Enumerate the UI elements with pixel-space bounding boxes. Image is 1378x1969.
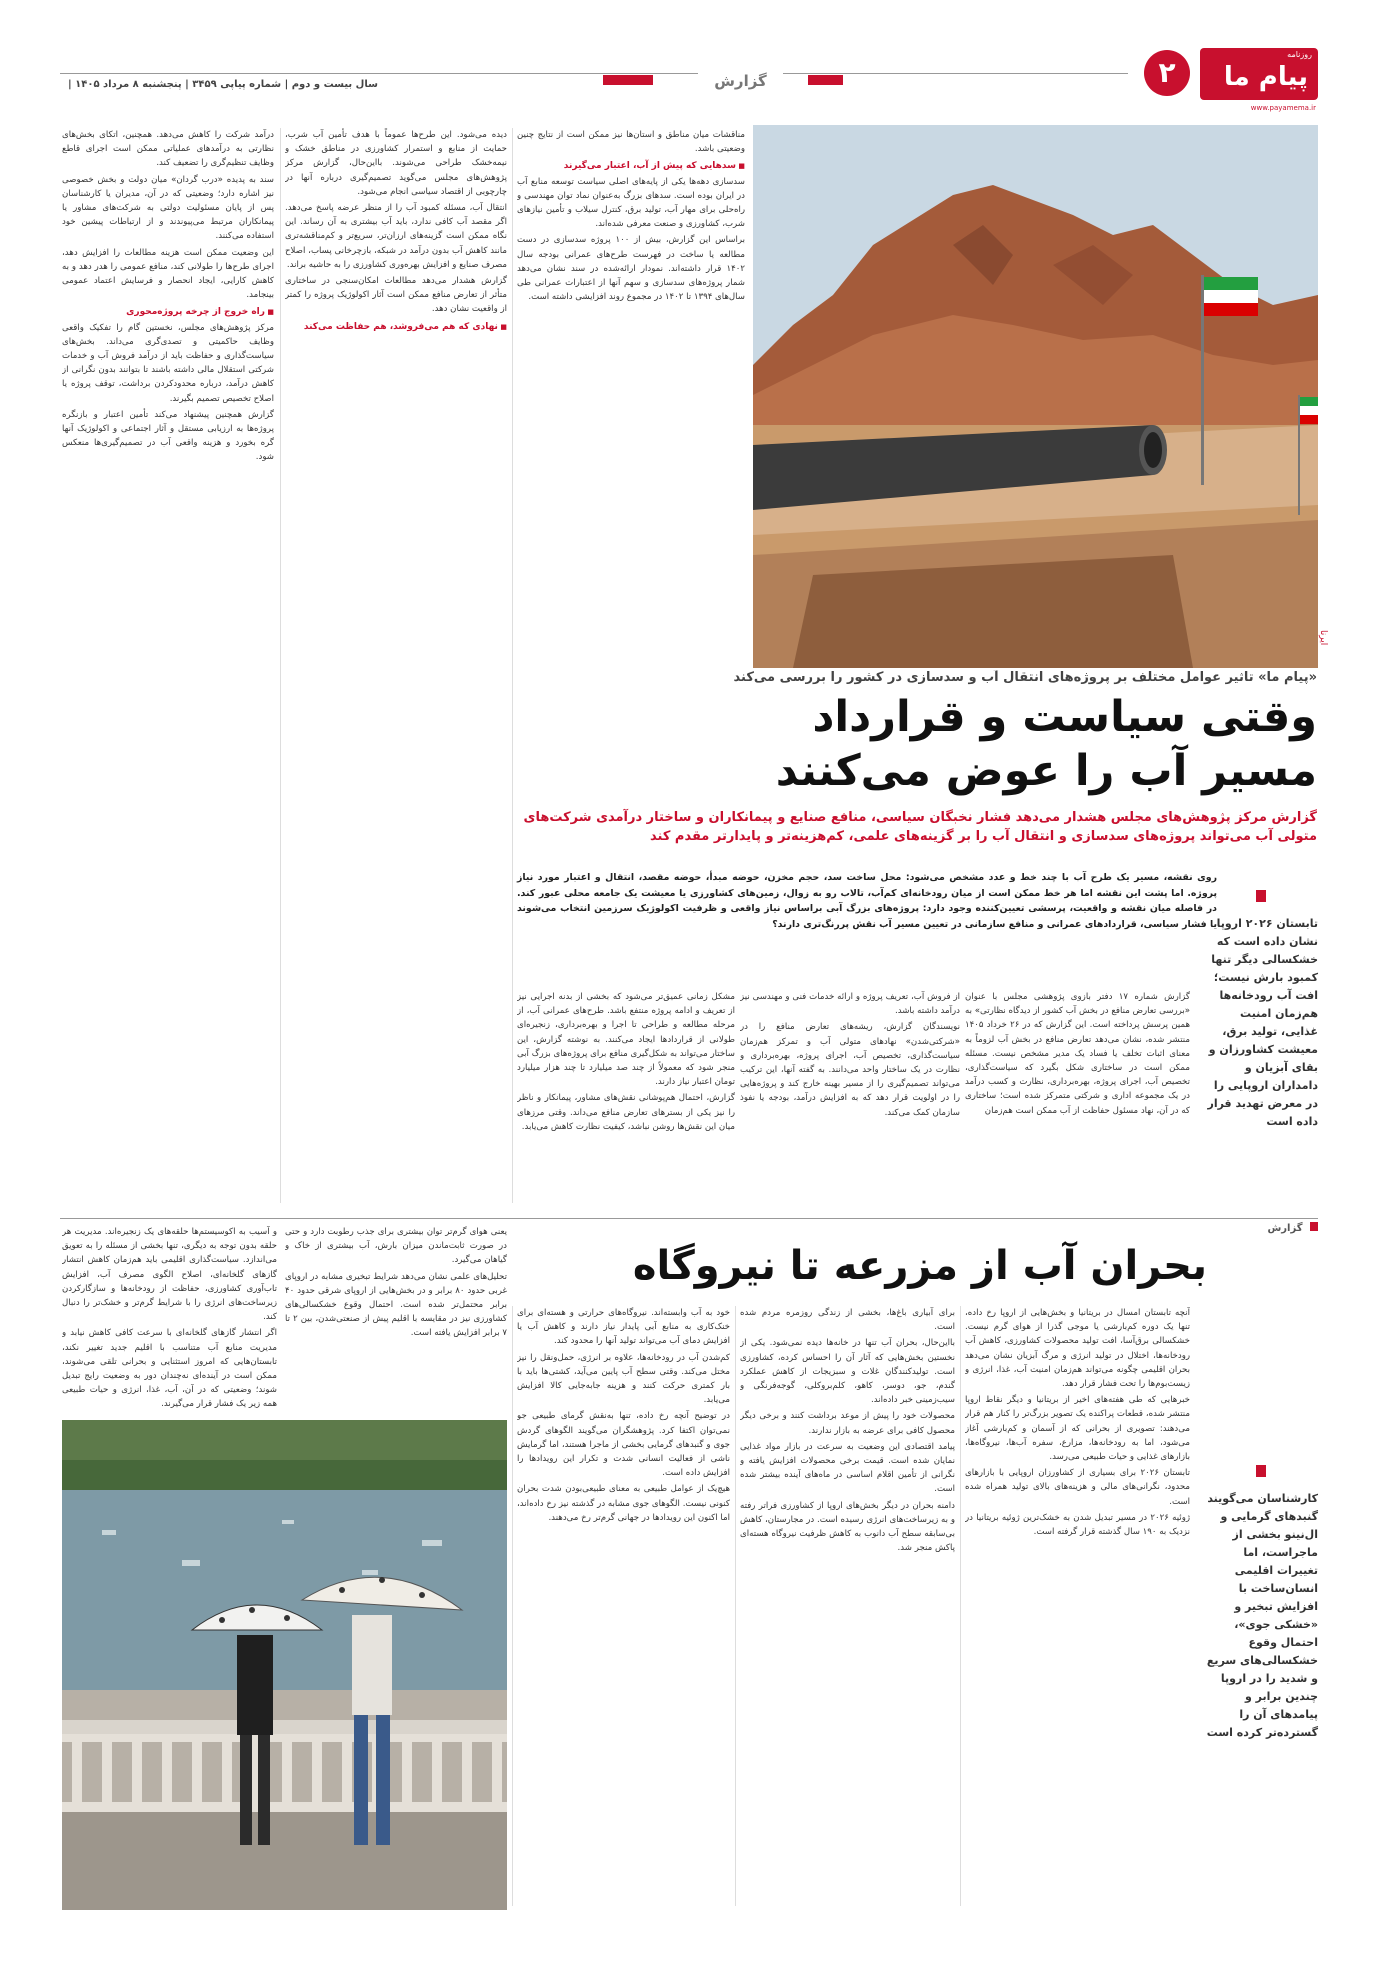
paragraph: تابستان ۲۰۲۶ برای بسیاری از کشاورزان اروپایی با بازارهای محدود، نگرانی‌های مالی و هزینه‌های بالای تولید همراه شده است. xyxy=(965,1468,1190,1507)
paragraph: سند به پدیده «درب گردان» میان دولت و بخش خصوصی نیز اشاره دارد؛ وضعیتی که در آن، مدیران یا کارشناسان پس از پایان مسئولیت دولتی به شرکت‌های مشاور یا پیمانکاران مرتبط می‌پیوندند و از ارتباطات پیشین خود استفاده می‌کنند. xyxy=(62,174,274,242)
paragraph: گزارش شماره ۱۷ دفتر بازوی پژوهشی مجلس با عنوان «بررسی تعارض منافع در بخش آب کشور از دیدگاه نظارتی» به همین پرسش پرداخته است. این گزارش که در ۲۶ خرداد ۱۴۰۵ منتشر شده، نشان می‌دهد تعارض منافع در بخش آب لزوماً به معنای اثبات تخلف یا فساد یک مدیر مشخص نیست. مسئله ممکن است در ساختاری شکل بگیرد که سیاست‌گذاری، تخصیص آب، اجرای پروژه، بهره‌برداری، نظارت و کسب درآمد در یک مجموعه اداری و شرکتی متمرکز شده است؛ ساختاری که در آن، نهاد مسئول حفاظت از آب ممکن است هم‌زمان xyxy=(965,992,1190,1116)
article2-column-4 xyxy=(285,1225,507,1415)
column-divider xyxy=(960,1306,961,1906)
column-divider xyxy=(512,128,513,1203)
paragraph: گزارش، احتمال هم‌پوشانی نقش‌های مشاور، پیمانکار و ناظر را نیز یکی از بسترهای تعارض منافع می‌داند. وقتی مرزهای میان این نقش‌ها روشن نباشد، کیفیت نظارت کاهش می‌یابد. xyxy=(517,1093,735,1132)
paragraph: برای آبیاری باغ‌ها، بخشی از زندگی روزمره مردم شده است. xyxy=(740,1308,955,1333)
masthead-rule xyxy=(60,73,1128,74)
article1-column-e xyxy=(517,128,745,668)
article2-column-1 xyxy=(965,1306,1190,1906)
article1-subheading: گزارش مرکز پژوهش‌های مجلس هشدار می‌دهد فشار نخبگان سیاسی، منافع صنایع و پیمانکاران و ساختار درآمدی شرکت‌های متولی آب می‌تواند پروژه‌های سدسازی و انتقال آب را بر گزینه‌های علمی، کم‌هزینه‌تر و پایدارتر مقدم کند xyxy=(523,810,1317,844)
paragraph: از فروش آب، تعریف پروژه و ارائه خدمات فنی و مهندسی نیز درآمد داشته باشد. xyxy=(740,992,960,1017)
paragraph: مشکل زمانی عمیق‌تر می‌شود که بخشی از بدنه اجرایی نیز از تعریف و ادامه پروژه منتفع باشد. طرح‌های عمرانی آب، از مرحله مطالعه و طراحی تا اجرا و بهره‌برداری، زنجیره‌ای طولانی از قراردادها ایجاد می‌کنند. به نوشته گزارش، این ساختار می‌تواند به شکل‌گیری منافع برای پروژه‌های بزرگ آبی منجر شود که معمولاً از چند صد میلیارد تا چند هزار میلیارد تومان اعتبار نیاز دارند. xyxy=(517,992,735,1088)
paragraph: سدسازی دهه‌ها یکی از پایه‌های اصلی سیاست توسعه منابع آب در ایران بوده است. سدهای بزرگ به‌عنوان نماد توان مهندسی و راه‌حلی برای مهار آب، تولید برق، کنترل سیلاب و تأمین نیازهای شرب، کشاورزی و صنعت معرفی شده‌اند. xyxy=(517,176,745,230)
logo-newspaper-word: روزنامه xyxy=(1287,50,1312,59)
page-number-badge xyxy=(1144,50,1190,96)
article2-photo xyxy=(62,1420,507,1910)
article1-column-a xyxy=(965,990,1190,1200)
paragraph: گزارش همچنین پیشنهاد می‌کند تأمین اعتبار و بازنگره پروژه‌ها به ارزیابی مستقل و آثار اجتماعی و اکولوژیک آنها گره بخورد و هزینه واقعی آب در تصمیم‌گیری‌ها منعکس شود. xyxy=(62,409,274,463)
paragraph: آنچه تابستان امسال در بریتانیا و بخش‌هایی از اروپا رخ داده، تنها یک دوره کم‌بارشی یا موجی گذرا از هوای گرم نیست. خشکسالی برق‌آسا، افت تولید محصولات کشاورزی، کاهش آب رودخانه‌ها، اختلال در تولید انرژی و مرگ آبزیان نشان می‌دهد بحران اقلیمی چگونه می‌تواند هم‌زمان امنیت آب، غذا، انرژی و زیست‌بوم‌ها را تحت فشار قرار دهد. xyxy=(965,1308,1190,1390)
article1-kicker: «پیام ما» تاثیر عوامل مختلف بر پروژه‌های انتقال آب و سدسازی در کشور را بررسی می‌کند xyxy=(733,670,1317,685)
paragraph: مناقشات میان مناطق و استان‌ها نیز ممکن است از نتایج چنین وضعیتی باشد. xyxy=(517,130,745,155)
paragraph: بااین‌حال، بحران آب تنها در خانه‌ها دیده نمی‌شود. یکی از نخستین بخش‌هایی که آثار آن را احساس کرده، کشاورزی است. تولیدکنندگان غلات و سبزیجات از کاهش عملکرد گندم، جو، دوسر، کاهو، کلم‌بروکلی، گوجه‌فرنگی و سیب‌زمینی خبر داده‌اند. xyxy=(740,1338,955,1406)
section-label: گزارش xyxy=(698,72,783,90)
site-url[interactable]: www.payamema.ir xyxy=(1250,104,1316,112)
article1-photo xyxy=(753,125,1318,668)
article2-headline: بحران آب از مزرعه تا نیروگاه xyxy=(632,1243,1207,1289)
article1-column-c-text xyxy=(517,990,735,1200)
headline-line1: وقتی سیاست و قرارداد xyxy=(812,692,1317,742)
article1-column-b xyxy=(740,990,960,1200)
column-divider xyxy=(735,1306,736,1906)
paragraph: این وضعیت ممکن است هزینه مطالعات را افزایش دهد، اجرای طرح‌ها را طولانی کند، منافع عمومی را هدر دهد و به کاهش کارایی، ایجاد انحصار و فرسایش اعتماد عمومی بینجامد. xyxy=(62,247,274,301)
paragraph: خود به آب وابسته‌اند. نیروگاه‌های حرارتی و هسته‌ای برای خنک‌کاری به منابع آبی پایدار نیاز دارند و کاهش آب یا افزایش دمای آب می‌تواند تولید آنها را محدود کند. xyxy=(517,1308,730,1347)
column-divider xyxy=(512,1306,513,1906)
paragraph: دامنه بحران در دیگر بخش‌های اروپا از کشاورزی فراتر رفته و به زیرساخت‌های انرژی رسیده است. در مجارستان، کاهش بی‌سابقه سطح آب دانوب به کاهش ظرفیت نیروگاه هسته‌ای پاکش منجر شد. xyxy=(740,1500,955,1554)
headline-line2: مسیر آب را عوض می‌کنند xyxy=(775,746,1317,796)
article1-subhead-exit: ■ راه خروج از چرخه پروژه‌محوری xyxy=(62,305,274,319)
paragraph: ژوئیه ۲۰۲۶ در مسیر تبدیل شدن به خشک‌ترین ژوئیه بریتانیا در نزدیک به ۱۹۰ سال گذشته قرار گرفته است. xyxy=(965,1512,1190,1538)
article1-column-f xyxy=(285,128,507,1203)
umbrellas-by-river-photo xyxy=(62,1420,507,1910)
article2-column-5 xyxy=(62,1225,277,1415)
paragraph: هیچ‌یک از عوامل طبیعی به معنای طبیعی‌بودن شدت بحران کنونی نیست. الگوهای جوی مشابه در گذشته نیز رخ داده‌اند، اما اکنون این رویدادها در جهانی گرم‌تر رخ می‌دهند. xyxy=(517,1484,730,1523)
paragraph: کم‌شدن آب در رودخانه‌ها، علاوه بر انرژی، حمل‌ونقل را نیز مختل می‌کند. وقتی سطح آب پایین می‌آید، کشتی‌ها باید با بار کمتری حرکت کنند و هزینه جابه‌جایی کالا افزایش می‌یابد. xyxy=(517,1352,730,1406)
article1-headline xyxy=(517,690,1317,798)
column-divider xyxy=(280,128,281,1203)
paragraph: نویسندگان گزارش، ریشه‌های تعارض منافع را در «شرکتی‌شدن» نهادهای متولی آب و تمرکز هم‌زمان سیاست‌گذاری، تخصیص آب، اجرای پروژه، بهره‌برداری و نظارت در یک ساختار واحد می‌دانند. به گفته آنها، این ترکیب می‌تواند تصمیم‌گیری را از مسیر بهینه خارج کند و پروژه‌هایی را در اولویت قرار دهد که به افزایش درآمد، بودجه یا نفوذ سازمان کمک می‌کند. xyxy=(740,1022,960,1118)
paragraph: گزارش هشدار می‌دهد مطالعات امکان‌سنجی در ساختاری متأثر از تعارض منافع ممکن است آثار اکولوژیک پروژه را کمتر از واقعیت نشان دهد. xyxy=(285,276,507,315)
article1-subhead-dams: ■ سدهایی که پیش از آب، اعتبار می‌گیرند xyxy=(517,159,745,173)
newspaper-logo[interactable] xyxy=(1200,48,1318,100)
article1-pullquote-marker xyxy=(1256,890,1266,902)
article2-column-3 xyxy=(517,1306,730,1906)
paragraph: تحلیل‌های علمی نشان می‌دهد شرایط تبخیری مشابه در اروپای غربی حدود ۸۰ برابر و در بخش‌هایی از اروپای شرقی حدود ۴۰ برابر محتمل‌تر شده است. احتمال وقوع خشکسالی‌های کشاورزی نیز در مقایسه با اقلیم پیش از صنعتی‌شدن، بین ۲ تا ۷ برابر افزایش یافته است. xyxy=(285,1271,507,1339)
paragraph: درآمد شرکت را کاهش می‌دهد. همچنین، اتکای بخش‌های نظارتی به درآمدهای عملیاتی ممکن است اجرای قاطع وظایف تنظیم‌گری را تضعیف کند. xyxy=(62,130,274,169)
article1-subhead-seller: ■ نهادی که هم می‌فروشد، هم حفاظت می‌کند xyxy=(285,320,507,334)
paragraph: اگر انتشار گازهای گلخانه‌ای با سرعت کافی کاهش نیابد و مدیریت منابع آب متناسب با اقلیم جدید تغییر نکند، تابستان‌هایی که امروز استثنایی و بحرانی تلقی می‌شوند، ممکن است در آینده‌ای نه‌چندان دور به وضعیت رایج تبدیل شوند؛ وضعیتی که در آن، آب، غذا، انرژی و حیات طبیعی همه زیر یک فشار قرار می‌گیرند. xyxy=(62,1328,277,1410)
section-bar-left xyxy=(603,75,653,85)
section-bar-right xyxy=(808,75,843,85)
paragraph: خبرهایی که طی هفته‌های اخیر از بریتانیا و دیگر نقاط اروپا منتشر شده، قطعات پراکنده یک تصویر بزرگ‌تر را کنار هم قرار می‌دهند: تصویری از بحرانی که از آسمان و کم‌بارشی آغاز می‌شود، اما به رودخانه‌ها، مزارع، سفره آب‌ها، نیروگاه‌ها، بازارهای غذایی و حیات طبیعی می‌رسد. xyxy=(965,1395,1190,1463)
page-number: ۲ xyxy=(1158,56,1176,89)
paragraph: یعنی هوای گرم‌تر توان بیشتری برای جذب رطوبت دارد و حتی در صورت ثابت‌ماندن میزان بارش، آب بیشتری از خاک و گیاهان می‌گیرد. xyxy=(285,1227,507,1266)
paragraph: انتقال آب، مسئله کمبود آب را از منظر عرضه پاسخ می‌دهد. اگر مقصد آب کافی ندارد، باید آب بیشتری به آن رساند. این نگاه ممکن است گزینه‌های ارزان‌تر، سریع‌تر و کم‌مناقشه‌تری مانند کاهش آب بدون درآمد در شبکه، بازچرخانی پساب، اصلاح مصرف صنایع و افزایش بهره‌وری کشاورزی را به حاشیه براند. xyxy=(285,203,507,270)
logo-text: پیام ما xyxy=(1223,62,1308,92)
paragraph: در توضیح آنچه رخ داده، تنها به‌نقش گرمای طبیعی جو نمی‌توان اکتفا کرد. پژوهشگران می‌گویند الگوهای گردش جوی و گنبدهای گرمایی بخشی از ماجرا هستند، اما گرمایش ناشی از فعالیت انسانی شدت و تکرار این رویدادها را افزایش داده است. xyxy=(517,1411,730,1479)
paragraph: پیامد اقتصادی این وضعیت به سرعت در بازار مواد غذایی نمایان شده است. قیمت برخی محصولات افزایش یافته و نگرانی از تأمین اقلام اساسی در ماه‌های آینده بیشتر شده است. xyxy=(740,1441,955,1495)
article2-pullquote: کارشناسان می‌گویند گنبدهای گرمایی و ال‌نینو بخشی از ماجراست، اما تغییرات اقلیمی انسان‌ساخت با افزایش تبخیر و «خشکی جوی»، احتمال وقوع خشکسالی‌های سریع و شدید را در اروپا چندین برابر و پیامدهای آن را گسترده‌تر کرده است xyxy=(1206,1492,1318,1739)
section-tag-label: گزارش xyxy=(1267,1223,1303,1234)
paragraph: محصولات خود را پیش از موعد برداشت کنند و برخی دیگر محصول کافی برای عرضه به بازار ندارند. xyxy=(740,1411,955,1436)
paragraph: مرکز پژوهش‌های مجلس، نخستین گام را تفکیک واقعی وظایف حاکمیتی و تصدی‌گری می‌داند. بخش‌های سیاست‌گذاری و حفاظت باید از درآمد فروش آب و خدمات شرکتی استقلال مالی داشته باشند تا بتوانند بدون نگرانی از کاهش درآمد، درباره محدودکردن برداشت، توقف پروژه یا اصلاح تخصیص تصمیم بگیرند. xyxy=(62,322,274,404)
article2-column-2 xyxy=(740,1306,955,1906)
article-separator xyxy=(60,1218,1318,1219)
photo-credit: ایرنا xyxy=(1318,630,1328,646)
article2-pullquote-marker xyxy=(1256,1465,1266,1477)
paragraph: دیده می‌شود. این طرح‌ها عموماً با هدف تأمین آب شرب، حمایت از منابع و استمرار کشاورزی در مناطق خشک و نیمه‌خشک طراحی می‌شوند. بااین‌حال، گزارش مرکز پژوهش‌های مجلس می‌گوید تصمیم‌گیری درباره آنها در چارچوبی از اقتصاد سیاسی انجام می‌شود. xyxy=(285,130,507,197)
masthead xyxy=(0,0,1378,125)
section-tag-marker xyxy=(1310,1222,1318,1231)
article1-lead: روی نقشه، مسیر یک طرح آب با چند خط و عدد مشخص می‌شود: محل ساخت سد، حجم مخزن، حوضه مبدأ، حوضه مقصد، انتقال و اعتبار مورد نیاز پروژه. اما پشت این نقشه اما هر خط ممکن است از میان رودخانه‌ای کم‌آب، تالاب رو به زوال، زمین‌های کشاورزی یا معیشت یک جامعه محلی عبور کند. در فاصله میان نقشه و واقعیت، پرسشی تعیین‌کننده وجود دارد: پروژه‌های بزرگ آبی براساس نیاز واقعی و ظرفیت اکولوژیک سرزمین انتخاب می‌شوند یا فشار سیاسی، قراردادهای عمرانی و منافع سازمانی در تعیین مسیر آب نقش پررنگ‌تری دارند؟ xyxy=(517,872,1217,930)
pipeline-landscape-photo xyxy=(753,125,1318,668)
issue-info: سال بیست و دوم | شماره پیاپی ۳۴۵۹ | پنجشنبه ۸ مرداد ۱۴۰۵ | xyxy=(68,79,378,90)
paragraph: و آسیب به اکوسیستم‌ها حلقه‌های یک زنجیره‌اند. مدیریت هر حلقه بدون توجه به دیگری، تنها بخشی از مسئله را به تعویق می‌اندازد. سیاست‌گذاری اقلیمی باید هم‌زمان کاهش انتشار گازهای گلخانه‌ای، اصلاح الگوی مصرف آب، افزایش تاب‌آوری کشاورزی، حفاظت از رودخانه‌ها و سازگارکردن زیرساخت‌های انرژی را با شرایط گرم‌تر و خشک‌تر را دنبال کند. xyxy=(62,1227,277,1323)
article2-section-tag xyxy=(1267,1222,1318,1234)
article1-column-g xyxy=(62,128,274,1203)
article1-pullquote: تابستان ۲۰۲۶ اروپا نشان داده است که خشکسالی دیگر تنها کمبود بارش نیست؛ افت آب رودخانه‌ها هم‌زمان امنیت غذایی، تولید برق، معیشت کشاورزان و بقای آبزیان و دامداران اروپایی را در معرض تهدید قرار داده است xyxy=(1207,917,1318,1128)
paragraph: براساس این گزارش، بیش از ۱۰۰ پروژه سدسازی در دست مطالعه یا ساخت در فهرست طرح‌های عمرانی بودجه سال ۱۴۰۲ قرار داشته‌اند. نمودار ارائه‌شده در سند نشان می‌دهد شمار پروژه‌های سدسازی و سهم آنها از اعتبارات عمرانی طی سال‌های ۱۳۹۴ تا ۱۴۰۲ در مجموع روند افزایشی داشته است. xyxy=(517,235,745,303)
